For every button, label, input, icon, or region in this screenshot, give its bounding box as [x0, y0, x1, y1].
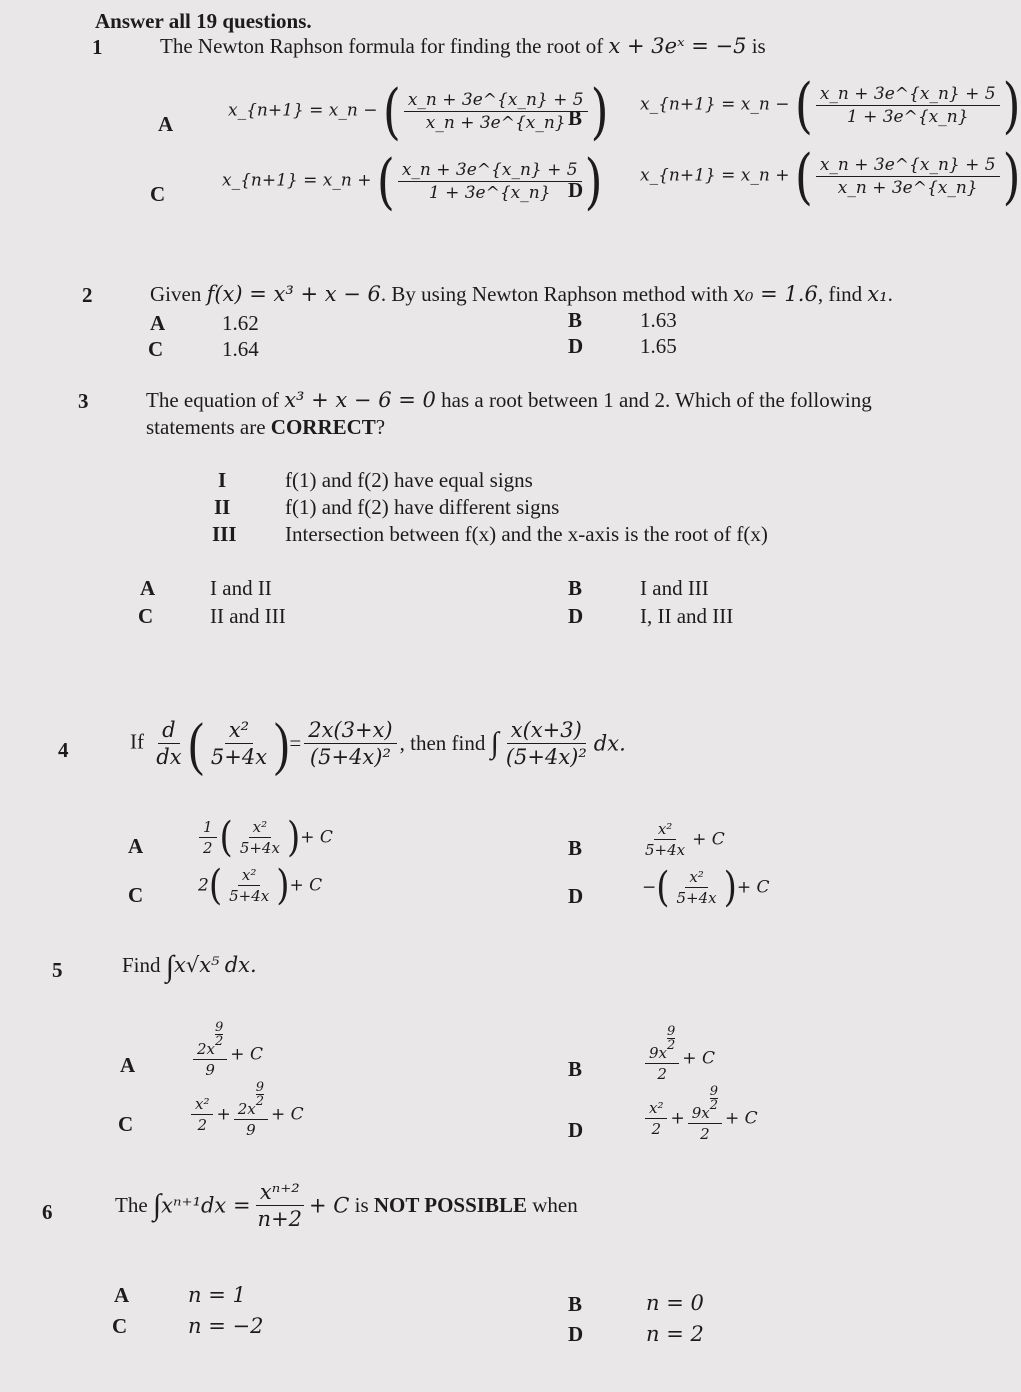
q5-option-c-label[interactable]: C: [118, 1112, 134, 1136]
q1-d-num: x_n + 3e^{x_n} + 5: [816, 155, 1000, 177]
q4-inner-den: 5+4x: [210, 745, 268, 769]
q6-option-b-label[interactable]: B: [568, 1292, 583, 1316]
q4-if: If: [130, 729, 144, 754]
q6-den: n+2: [257, 1207, 303, 1231]
q1-option-d-label[interactable]: D: [568, 178, 584, 202]
q3-statement-1-roman: I: [218, 468, 227, 492]
q3-stem-a: The equation of: [146, 388, 279, 412]
q4-option-d-label[interactable]: D: [568, 884, 584, 908]
question-5-stem: [122, 950, 257, 984]
q6-option-c-label[interactable]: C: [112, 1314, 128, 1338]
q4-a-num: x²: [249, 818, 271, 838]
question-1-number: 1: [92, 35, 103, 59]
q5-c-t1-den: 2: [197, 1116, 208, 1134]
q5-d-den: 2: [700, 1125, 710, 1143]
q3-statement-1-text: f(1) and f(2) have equal signs: [285, 468, 533, 492]
q5-b-num-coef: 9x: [649, 1044, 668, 1062]
integral-sign-icon: ∫: [490, 726, 499, 760]
q4-option-c[interactable]: 2( $\frac{\text{x²}}{5+4x}$ )+ C: [198, 861, 323, 910]
q5-c-tail: + C: [271, 1104, 304, 1125]
q2-option-c-label[interactable]: C: [148, 337, 164, 361]
q1-b-num: x_n + 3e^{x_n} + 5: [816, 84, 1000, 106]
q4-d-coef: −: [642, 877, 657, 898]
q3-option-b-label[interactable]: B: [568, 576, 583, 600]
q5-option-a[interactable]: [190, 1020, 263, 1079]
q2-option-d-label[interactable]: D: [568, 334, 584, 358]
q4-b-tail: + C: [692, 829, 725, 850]
q1-c-lhs: x_{n+1} = x_n +: [222, 170, 372, 191]
q3-option-a-label[interactable]: A: [140, 576, 156, 600]
q4-a-tail: + C: [300, 827, 333, 848]
q2-stem-d: .: [887, 282, 893, 306]
q4-dx: dx: [156, 745, 182, 769]
q5-option-b-label[interactable]: B: [568, 1057, 583, 1081]
q5-a-exp-den: 2: [215, 1034, 224, 1049]
q4-c-den: 5+4x: [229, 887, 270, 905]
q5-c-t1-num: x²: [191, 1095, 213, 1115]
q5-stem: Find: [122, 952, 161, 977]
q6-option-c-value[interactable]: n = −2: [188, 1314, 264, 1338]
q1-stem-end: is: [751, 34, 766, 58]
q4-int-dx: dx.: [593, 731, 626, 756]
q5-d-t1-num: x²: [645, 1099, 667, 1119]
q4-a-den: 5+4x: [239, 839, 280, 857]
q6-stem-b: is: [354, 1193, 369, 1217]
q2-option-c-value[interactable]: 1.64: [222, 337, 259, 361]
q5-a-num-coef: 2x: [197, 1040, 216, 1058]
q1-option-b-label[interactable]: B: [568, 106, 583, 130]
q3-option-a-value[interactable]: I and II: [210, 576, 272, 600]
q5-d-exp-num: 9: [709, 1084, 719, 1099]
q5-c-plus: +: [216, 1104, 231, 1125]
question-6-number: 6: [42, 1200, 53, 1224]
q4-d-tail: + C: [736, 877, 770, 898]
q2-stem-a: Given: [150, 282, 202, 306]
question-3-stem-line2: [146, 415, 385, 440]
q5-b-den: 2: [657, 1065, 667, 1083]
q3-stem-end: ?: [375, 415, 386, 439]
q5-option-b[interactable]: [642, 1024, 715, 1083]
q2-stem-c: , find: [817, 282, 863, 306]
q4-b-den: 5+4x: [645, 841, 686, 859]
q3-stem-b: has a root between 1 and 2. Which of the following: [441, 388, 872, 412]
q1-option-d[interactable]: x_{n+1} = x_n + ( $\frac{x\_n + 3e\^{}\{x\_n\} + 5}{x\_n + 3e\^{}\{x\_n\}}$ ): [640, 140, 1021, 212]
q4-c-num: x²: [238, 866, 260, 886]
q4-c-tail: + C: [289, 875, 323, 896]
question-2-number: 2: [82, 283, 93, 307]
q4-d-num: x²: [685, 868, 707, 888]
q5-option-a-label[interactable]: A: [120, 1053, 136, 1077]
q2-option-b-label[interactable]: B: [568, 308, 583, 332]
q4-then: , then find: [399, 731, 486, 755]
q3-statement-3-roman: III: [212, 522, 237, 546]
q4-rhs-den: (5+4x)²: [309, 745, 391, 769]
q6-option-d-value[interactable]: n = 2: [646, 1322, 704, 1346]
q1-c-num: x_n + 3e^{x_n} + 5: [398, 160, 582, 182]
question-5-number: 5: [52, 958, 63, 982]
q1-equation: x + 3eˣ = −5: [608, 34, 747, 58]
q6-integrand: xⁿ⁺¹dx =: [161, 1193, 251, 1218]
q5-d-t1-den: 2: [651, 1120, 662, 1138]
q1-a-den: x_n + 3e^{x_n}: [425, 112, 566, 133]
question-4-number: 4: [58, 738, 69, 762]
q3-statement-2-roman: II: [214, 495, 231, 519]
question-4-stem: If $\frac{d}{dx}$ ( $\frac{\text{x²}}{5+4x}$ )= $\frac{2x(3+x)}{\text{(5+4x)²}}$ , then find ∫ $\frac{x(x+3)}{\text{(5+4x)²}}$ dx.: [130, 709, 626, 776]
integral-sign-icon: ∫: [165, 950, 174, 983]
q6-stem-a: The: [115, 1193, 148, 1217]
q5-d-exp-den: 2: [709, 1098, 719, 1113]
q4-b-num: x²: [654, 820, 676, 840]
q3-option-d-label[interactable]: D: [568, 604, 584, 628]
q3-option-c-label[interactable]: C: [138, 604, 154, 628]
q2-option-a-value[interactable]: 1.62: [222, 311, 259, 335]
question-6-stem: [115, 1180, 578, 1231]
q4-option-b-label[interactable]: B: [568, 836, 583, 860]
q1-stem-text: The Newton Raphson formula for finding the root of: [160, 34, 604, 58]
q1-d-den: x_n + 3e^{x_n}: [837, 177, 978, 198]
q6-option-d-label[interactable]: D: [568, 1322, 584, 1346]
q4-option-d[interactable]: −( $\frac{\text{x²}}{5+4x}$ )+ C: [642, 863, 770, 912]
q4-rhs-num: 2x(3+x): [304, 718, 396, 744]
q5-a-tail: + C: [230, 1044, 263, 1065]
q2-x0: x₀ = 1.6: [733, 282, 818, 306]
q6-tail: + C: [309, 1193, 350, 1218]
q4-int-den: (5+4x)²: [505, 745, 587, 769]
q5-d-plus: +: [670, 1108, 685, 1129]
q4-option-c-label[interactable]: C: [128, 883, 144, 907]
q4-a-coef-num: 1: [199, 818, 217, 838]
q5-option-c[interactable]: [188, 1080, 304, 1139]
q1-a-lhs: x_{n+1} = x_n −: [228, 100, 378, 121]
q3-stem-line2: statements are: [146, 415, 266, 439]
q4-int-num: x(x+3): [507, 718, 586, 744]
q1-d-lhs: x_{n+1} = x_n +: [640, 165, 790, 186]
q5-b-exp-den: 2: [667, 1038, 676, 1053]
q3-option-c-value[interactable]: II and III: [210, 604, 286, 628]
q1-option-a-label[interactable]: A: [158, 112, 174, 136]
q4-d-den: 5+4x: [676, 889, 717, 907]
q6-stem-c: when: [532, 1193, 578, 1217]
q1-b-lhs: x_{n+1} = x_n −: [640, 94, 790, 115]
q4-d: d: [158, 718, 179, 744]
q4-inner-num: x²: [225, 718, 253, 744]
q6-option-b-value[interactable]: n = 0: [646, 1291, 704, 1315]
q5-a-exp-num: 9: [215, 1020, 224, 1035]
q6-option-a-value[interactable]: n = 1: [188, 1283, 246, 1307]
q1-option-b[interactable]: x_{n+1} = x_n − ( $\frac{x\_n + 3e\^{}\{x\_n\} + 5}{1 + 3e\^{}\{x\_n\}}$ ): [640, 69, 1021, 141]
q2-option-d-value[interactable]: 1.65: [640, 334, 677, 358]
q3-equation: x³ + x − 6 = 0: [284, 388, 436, 412]
q5-d-tail: + C: [725, 1108, 758, 1129]
q1-c-den: 1 + 3e^{x_n}: [428, 182, 551, 203]
question-1-stem: [160, 34, 766, 59]
q2-stem-b: . By using Newton Raphson method with: [380, 282, 728, 306]
q3-option-d-value[interactable]: I, II and III: [640, 604, 734, 628]
q5-c-exp-num: 9: [255, 1080, 265, 1095]
q4-option-a[interactable]: $\frac{1}{2}$ ( $\frac{\text{x²}}{5+4x}$ )+ C: [196, 818, 333, 857]
q5-c-num-coef: 2x: [237, 1100, 256, 1118]
q4-option-a-label[interactable]: A: [128, 834, 144, 858]
q5-option-d[interactable]: [642, 1084, 758, 1143]
q6-option-a-label[interactable]: A: [114, 1283, 130, 1307]
q5-option-d-label[interactable]: D: [568, 1118, 584, 1142]
question-3-number: 3: [78, 389, 89, 413]
q2-option-a-label[interactable]: A: [150, 311, 166, 335]
q2-function: f(x) = x³ + x − 6: [206, 282, 381, 306]
q4-a-coef-den: 2: [203, 839, 213, 857]
q6-num: xⁿ⁺²: [256, 1180, 304, 1206]
q4-option-b[interactable]: [638, 820, 725, 859]
q5-b-tail: + C: [682, 1048, 715, 1069]
q3-stem-emph: CORRECT: [270, 415, 376, 439]
q1-option-a[interactable]: x_{n+1} = x_n − ( $\frac{x\_n + 3e\^{}\{x\_n\} + 5}{x\_n + 3e\^{}\{x\_n\}}$ ): [228, 75, 609, 147]
q1-option-c[interactable]: x_{n+1} = x_n + ( $\frac{x\_n + 3e\^{}\{x\_n\} + 5}{1 + 3e\^{}\{x\_n\}}$ ): [222, 145, 603, 217]
q5-c-den: 9: [246, 1121, 256, 1139]
q5-integrand: x√x⁵: [173, 952, 220, 977]
q1-a-num: x_n + 3e^{x_n} + 5: [404, 90, 588, 112]
q1-b-den: 1 + 3e^{x_n}: [846, 106, 969, 127]
q5-dx: dx.: [224, 952, 257, 977]
q3-statement-2-text: f(1) and f(2) have different signs: [285, 495, 560, 519]
q3-statement-3-text: Intersection between f(x) and the x-axis is the root of f(x): [285, 522, 768, 546]
q3-option-b-value[interactable]: I and III: [640, 576, 709, 600]
question-3-stem: [146, 388, 872, 413]
q6-emph: NOT POSSIBLE: [373, 1193, 527, 1217]
q1-option-c-label[interactable]: C: [150, 182, 166, 206]
q5-a-den: 9: [205, 1061, 215, 1079]
q5-b-exp-num: 9: [667, 1024, 676, 1039]
q5-d-num-coef: 9x: [691, 1104, 710, 1122]
integral-sign-icon: ∫: [152, 1188, 162, 1222]
q2-option-b-value[interactable]: 1.63: [640, 308, 677, 332]
question-2-stem: [150, 282, 893, 307]
q5-c-exp-den: 2: [255, 1094, 265, 1109]
q4-c-coef: 2: [198, 875, 209, 896]
instruction-header: Answer all 19 questions.: [95, 9, 312, 33]
q2-x1: x₁: [867, 282, 888, 306]
